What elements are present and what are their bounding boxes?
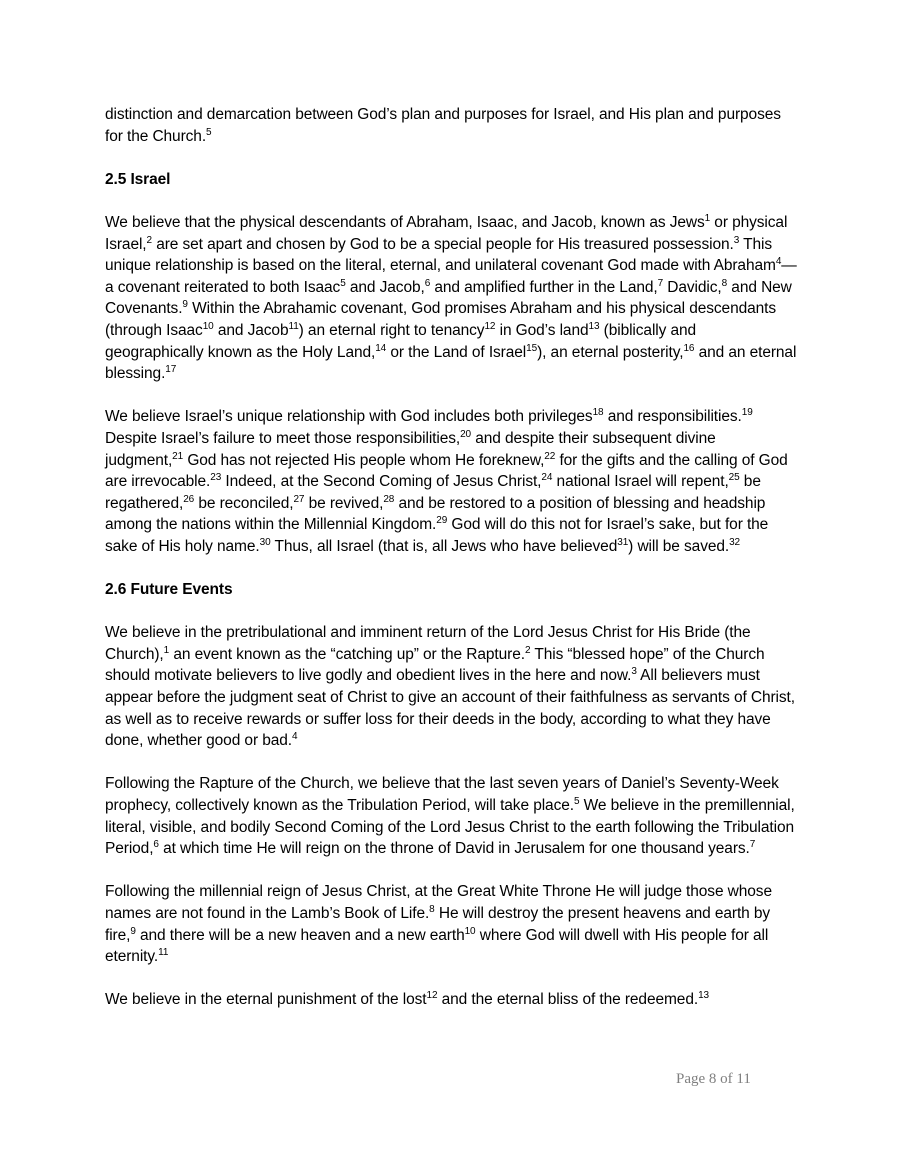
section-heading: 2.6 Future Events — [105, 581, 233, 599]
paragraph: We believe that the physical descendants of Abraham, Isaac, and Jacob, known as Jews$^1$ or physical Israel,$^2$ are set apart and chosen by God to be a special people for His treasured possession.$^3$ This unique relationship is based on the literal, eternal, and unilateral covenant God made with Abraham$^4$—a covenant reiterated to both Isaac$^5$ and Jacob,$^6$ and amplified further in the Land,$^7$ Davidic,$^8$ and New Covenants.$^9$ Within the Abrahamic covenant, God promises Abraham and his physical descendants (through Isaac$^{10}$ and Jacob$^{11}$) an eternal right to tenancy$^{12}$ in God’s land$^{13}$ (biblically and geographically known as the Holy Land,$^{14}$ or the Land of Israel$^{15}$), an eternal posterity,$^{16}$ and an eternal blessing.$^{17}$ — [105, 212, 797, 383]
page-content — [105, 104, 797, 1033]
paragraph: distinction and demarcation between God’s plan and purposes for Israel, and His plan and purposes for the Church.$^5$ — [105, 106, 781, 145]
paragraph: We believe in the eternal punishment of the lost$^{12}$ and the eternal bliss of the redeemed.$^{13}$ — [105, 990, 709, 1009]
section-heading: 2.5 Israel — [105, 170, 171, 188]
page-number: Page 8 of 11 — [676, 1071, 751, 1087]
paragraph: We believe Israel’s unique relationship with God includes both privileges$^{18}$ and responsibilities.$^{19}$ Despite Israel’s failure to meet those responsibilities,$^{20}$ and despite their subsequent divine judgment,$^{21}$ God has not rejected His people whom He foreknew,$^{22}$ for the gifts and the calling of God are irrevocable.$^{23}$ Indeed, at the Second Coming of Jesus Christ,$^{24}$ national Israel will repent,$^{25}$ be regathered,$^{26}$ be reconciled,$^{27}$ be revived,$^{28}$ and be restored to a position of blessing and headship among the nations within the Millennial Kingdom.$^{29}$ God will do this not for Israel’s sake, but for the sake of His holy name.$^{30}$ Thus, all Israel (that is, all Jews who have believed$^{31}$) will be saved.$^{32}$ — [105, 407, 788, 555]
paragraph: Following the millennial reign of Jesus Christ, at the Great White Throne He will judge those whose names are not found in the Lamb’s Book of Life.$^8$ He will destroy the present heavens and earth by fire,$^9$ and there will be a new heaven and a new earth$^{10}$ where God will dwell with His people for all eternity.$^{11}$ — [105, 883, 772, 966]
paragraph: Following the Rapture of the Church, we believe that the last seven years of Daniel’s Seventy-Week prophecy, collectively known as the Tribulation Period, will take place.$^5$ We believe in the premillennial, literal, visible, and bodily Second Coming of the Lord Jesus Christ to the earth following the Tribulation Period,$^6$ at which time He will reign on the throne of David in Jerusalem for one thousand years.$^7$ — [105, 775, 795, 858]
paragraph: We believe in the pretribulational and imminent return of the Lord Jesus Christ for His Bride (the Church),$^1$ an event known as the “catching up” or the Rapture.$^2$ This “blessed hope” of the Church should motivate believers to live godly and obedient lives in the here and now.$^3$ All believers must appear before the judgment seat of Christ to give an account of their faithfulness as servants of Christ, as well as to receive rewards or suffer loss for their deeds in the body, according to what they have done, whether good or bad.$^4$ — [105, 624, 795, 750]
